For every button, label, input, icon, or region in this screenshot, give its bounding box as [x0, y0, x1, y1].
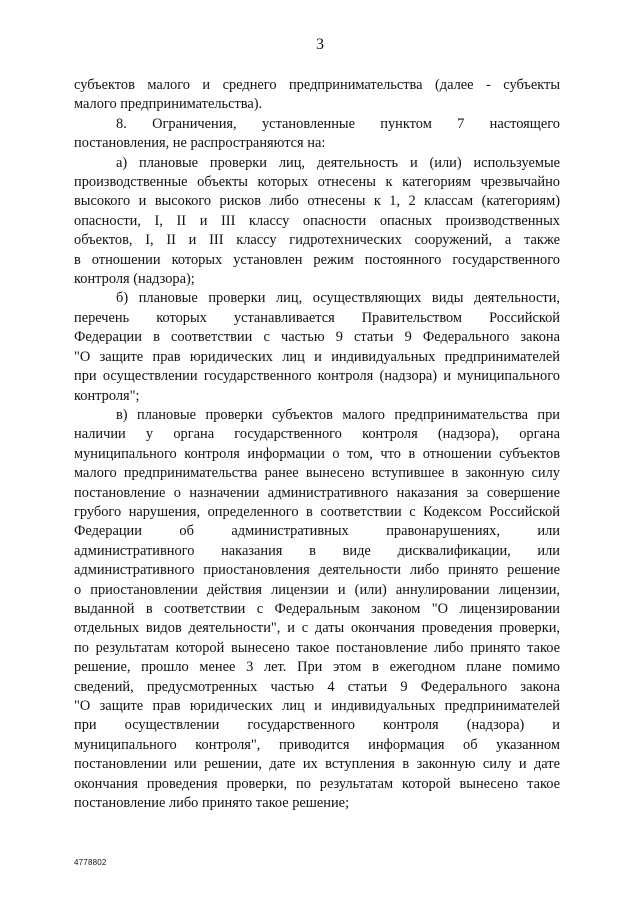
text-line: в) плановые проверки субъектов малого предпринимательства при [116, 406, 560, 423]
text-line: б) плановые проверки лиц, осуществляющих виды деятельности, [116, 290, 560, 307]
text-line: контроля"; [74, 387, 140, 404]
text-line: Федерации в соответствии с частью 9 статьи 9 Федерального закона [74, 329, 560, 346]
paragraph-item-v [74, 406, 560, 814]
text-line: о приостановлении действия лицензии и (или) аннулировании лицензии, [74, 581, 560, 598]
text-line: опасности, I, II и III классу опасности опасных производственных [74, 212, 560, 229]
text-line: грубого нарушения, определенного в соответствии с Кодексом Российской [74, 503, 560, 520]
text-line: малого предпринимательства). [74, 96, 263, 113]
text-line: 8. Ограничения, установленные пунктом 7 настоящего [116, 115, 560, 132]
text-line: выданной в соответствии с Федеральным законом "О лицензировании [74, 600, 560, 617]
page-number: 3 [316, 36, 324, 53]
paragraph-item-a [74, 154, 560, 290]
text-line: Федерации об административных правонарушениях, или [74, 523, 560, 540]
text-line: решение, прошло менее 3 лет. При этом в ежегодном плане помимо [74, 659, 560, 676]
text-line: "О защите прав юридических лиц и индивидуальных предпринимателей [74, 698, 560, 714]
text-line: объектов, I, II и III классу гидротехнических сооружений, а также [74, 232, 560, 249]
text-line: малого предпринимательства ранее вынесено вступившее в законную силу [74, 465, 560, 482]
text-line: административного наказания в виде дисквалификации, или [74, 542, 560, 559]
text-line: при осуществлении государственного контроля (надзора) и [74, 717, 560, 734]
text-line: производственные объекты которых отнесены к категориям чрезвычайно [74, 174, 560, 191]
paragraph-item-8 [74, 115, 560, 154]
text-line: при осуществлении государственного контроля (надзора) и муниципального [74, 368, 560, 385]
text-line: окончания проведения проверки, по результатам которой вынесено такое [74, 775, 560, 792]
text-line: по результатам которой вынесено такое постановление либо принято такое [74, 639, 560, 656]
text-line: сведений, предусмотренных частью 4 статьи 9 Федерального закона [74, 678, 560, 695]
text-line: контроля (надзора); [74, 271, 195, 288]
text-line: муниципального контроля", приводится информация об указанном [74, 736, 560, 753]
document-code: 4778802 [74, 858, 107, 867]
text-line: постановление либо принято такое решение; [74, 795, 350, 812]
paragraph-intro [74, 76, 560, 115]
document-body [74, 76, 560, 813]
text-line: постановлении или решении, дате их вступления в законную силу и дате [74, 756, 560, 773]
text-line: перечень которых устанавливается Правительством Российской [74, 309, 560, 326]
text-line: в отношении которых установлен режим постоянного государственного [74, 251, 560, 268]
text-line: постановление о назначении административного наказания за совершение [74, 484, 560, 501]
text-line: высокого и высокого рисков либо отнесены к 1, 2 классам (категориям) [74, 193, 560, 210]
text-line: наличии у органа государственного контроля (надзора), органа [74, 426, 560, 443]
text-line: "О защите прав юридических лиц и индивидуальных предпринимателей [74, 348, 560, 365]
text-line: субъектов малого и среднего предпринимательства (далее - субъекты [74, 77, 560, 93]
text-line: а) плановые проверки лиц, деятельность и (или) используемые [116, 154, 560, 171]
text-line: муниципального контроля информации о том, что в отношении субъектов [74, 445, 560, 462]
paragraph-item-b [74, 289, 560, 405]
text-line: постановления, не распространяются на: [74, 135, 326, 152]
text-line: административного приостановления деятельности либо принято решение [74, 562, 560, 579]
text-line: отдельных видов деятельности", и с даты окончания проведения проверки, [74, 620, 560, 637]
